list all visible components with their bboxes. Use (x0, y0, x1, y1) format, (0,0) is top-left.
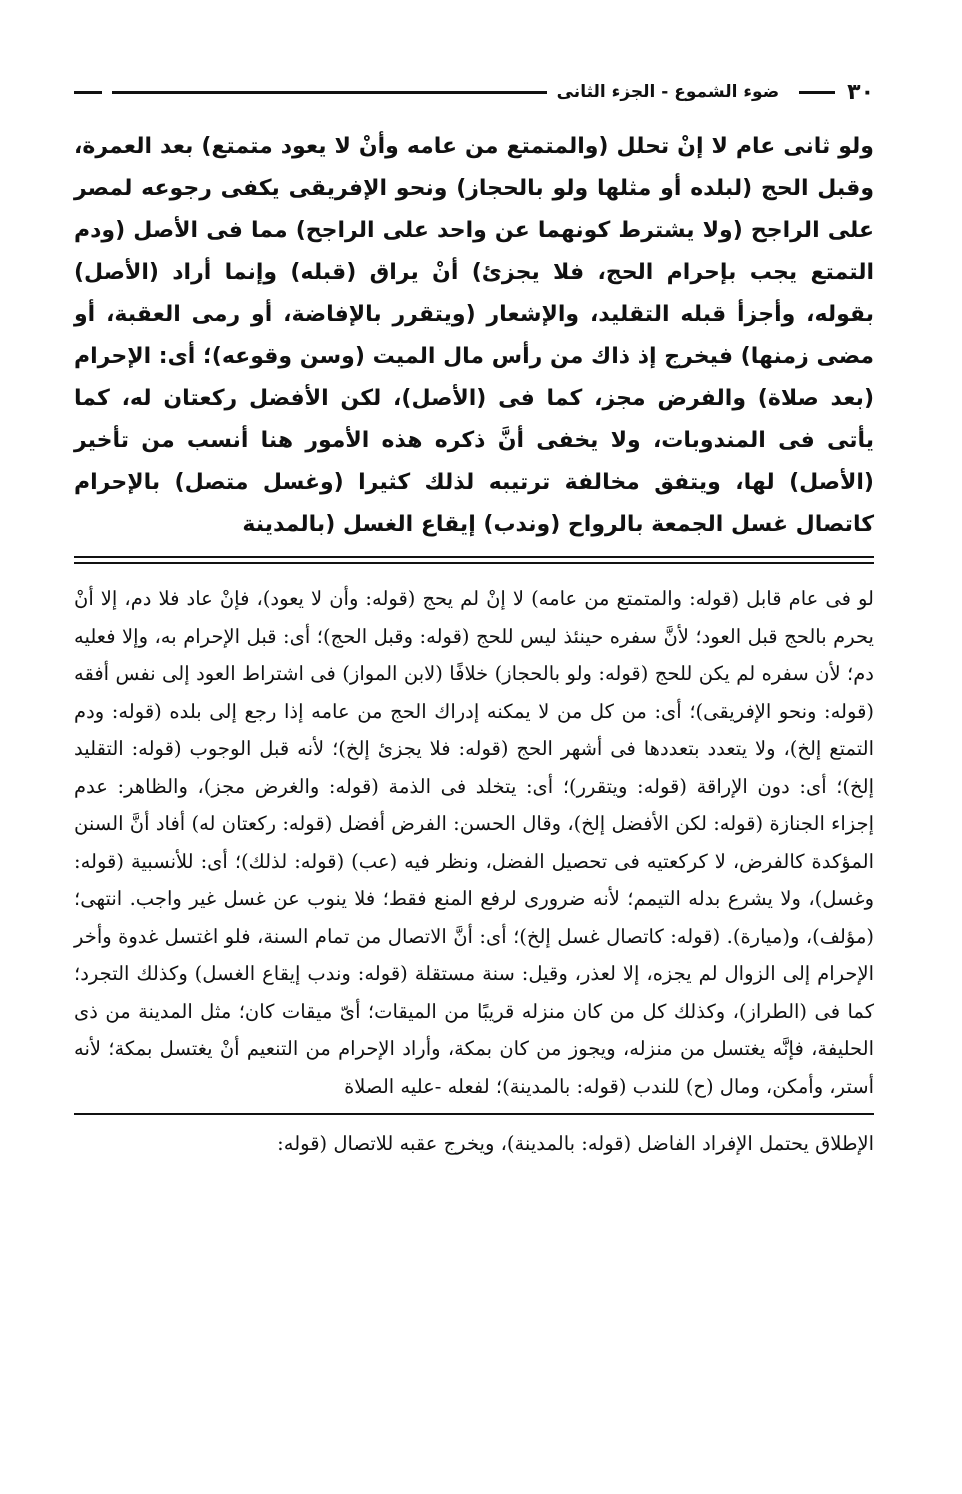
page (74, 72, 874, 1454)
header-rule (112, 91, 547, 94)
main-text-block (74, 126, 874, 546)
page-header (74, 72, 874, 112)
commentary-block (74, 580, 874, 1105)
commentary-paragraph: لو فى عام قابل (قوله: والمتمتع من عامه) لا إنْ لم يحج (قوله: وأن لا يعود)، فإنْ عاد فلا دم، إلا أنْ يحرم بالحج قبل العود؛ لأنَّ سفره حينئذ ليس للحج (قوله: وقبل الحج)؛ أى: قبل الإحرام به، وإلا فعليه دم؛ لأن سفره لم يكن للحج (قوله: ولو بالحجاز) خلافًا (لابن المواز) فى اشتراط العود إلى نفس أفقه (قوله: ونحو الإفريقى)؛ أى: من كل من لا يمكنه إدراك الحج من عامه إذا رجع إلى بلده (قوله: ودم التمتع إلخ)، ولا يتعدد بتعددها فى أشهر الحج (قوله: فلا يجزئ إلخ)؛ لأنه قبل الوجوب (قوله: التقليد إلخ)؛ أى: دون الإراقة (قوله: ويتقرر)؛ أى: يتخلد فى الذمة (قوله: والغرض مجز)، والظاهر: عدم إجزاء الجنازة (قوله: لكن الأفضل إلخ)، وقال الحسن: الفرض أفضل (قوله: ركعتان له) أفاد أنَّ السنن المؤكدة كالفرض، لا كركعتيه فى تحصيل الفضل، ونظر فيه (عب) (قوله: لذلك)؛ أى: للأنسبية (قوله: وغسل)، ولا يشرع بدله التيمم؛ لأنه ضرورى لرفع المنع فقط؛ فلا ينوب عن غسل غير واجب. انتهى؛ (مؤلف)، و(ميارة). (قوله: كاتصال غسل إلخ)؛ أى: أنَّ الاتصال من تمام السنة، فلو اغتسل غدوة وأخر الإحرام إلى الزوال لم يجزه، إلا لعذر، وقيل: سنة مستقلة (قوله: وندب إيقاع الغسل) وكذلك التجرد؛ كما فى (الطراز)، وكذلك كل من كان منزله قريبًا من الميقات؛ أىّ ميقات كان؛ مثل المدينة من ذى الحليفة، فإنَّه يغتسل من منزله، ويجوز من كان بمكة، وأراد الإحرام من التنعيم أنْ يغتسل بمكة؛ لأنه أستر، وأمكن، ومال (ح) للندب (قوله: بالمدينة)؛ لفعله -عليه الصلاة (74, 587, 874, 1098)
footnote-line: الإطلاق يحتمل الإفراد الفاضل (قوله: بالمدينة)، ويخرج عقبه للاتصال (قوله: (277, 1132, 874, 1155)
header-dash-right (799, 91, 835, 94)
header-dash-left (74, 91, 102, 94)
main-paragraph: ولو ثانى عام لا إنْ تحلل (والمتمتع من عامه وأنْ لا يعود متمتع) بعد العمرة، وقبل الحج (لبلده أو مثلها ولو بالحجاز) ونحو الإفريقى يكفى رجوعه لمصر على الراجح (ولا يشترط كونهما عن واحد على الراجح) مما فى الأصل (ودم التمتع يجب بإحرام الحج، فلا يجزئ) أنْ يراق (قبله) وإنما أراد (الأصل) بقوله، وأجزأ قبله التقليد، والإشعار (ويتقرر بالإفاضة، أو رمى العقبة، أو مضى زمنها) فيخرج إذ ذاك من رأس مال الميت (وسن وقوعه)؛ أى: الإحرام (بعد صلاة) والفرض مجز، كما فى (الأصل)، لكن الأفضل ركعتان له، كما يأتى فى المندوبات، ولا يخفى أنَّ ذكره هذه الأمور هنا أنسب من تأخير (الأصل) لها، ويتفق مخالفة ترتيبه لذلك كثيرا (وغسل متصل) بالإحرام كاتصال غسل الجمعة بالرواح (وندب) إيقاع الغسل (بالمدينة (74, 134, 874, 537)
main-commentary-divider (74, 556, 874, 564)
page-number: ٣٠ (847, 79, 874, 105)
footnote-divider (74, 1113, 874, 1115)
book-title: ضوء الشموع - الجزء الثانى (556, 82, 780, 102)
